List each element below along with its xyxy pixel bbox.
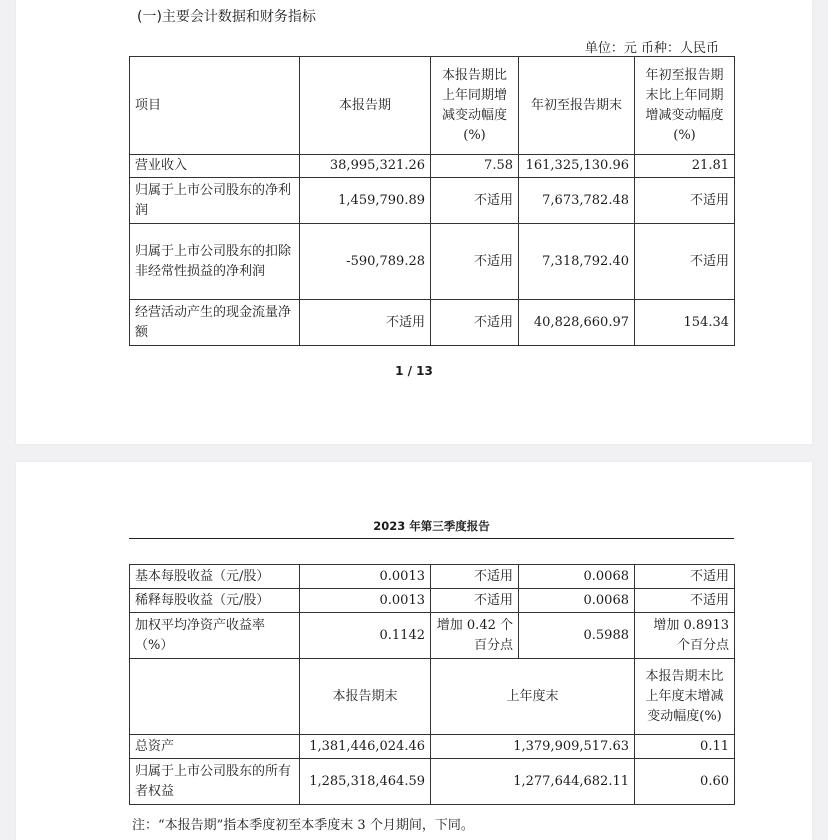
- row-current: 不适用: [300, 300, 431, 346]
- row-item: 归属于上市公司股东的所有者权益: [130, 759, 300, 805]
- row-current: 1,459,790.89: [300, 178, 431, 224]
- row-ytd: 7,318,792.40: [519, 224, 635, 300]
- balance-header-row: [130, 659, 735, 735]
- subheader-prior-year-end: 上年度末: [431, 659, 635, 735]
- table-row: [130, 565, 735, 589]
- table-row: [130, 178, 735, 224]
- row-ytd: 0.0068: [519, 565, 635, 589]
- report-header: 2023 年第三季度报告: [373, 519, 490, 533]
- subheader-item: [130, 659, 300, 735]
- header-current-period: 本报告期: [300, 57, 431, 155]
- row-current-change: 不适用: [431, 300, 519, 346]
- table-header-row: [130, 57, 735, 155]
- row-current-change: 增加 0.42 个百分点: [431, 613, 519, 659]
- row-ytd: 40,828,660.97: [519, 300, 635, 346]
- document-page-1: [16, 0, 812, 444]
- row-item: 归属于上市公司股东的净利润: [130, 178, 300, 224]
- row-ytd-change: 增加 0.8913 个百分点: [635, 613, 735, 659]
- table-row: [130, 759, 735, 805]
- row-current-change: 不适用: [431, 224, 519, 300]
- row-item: 稀释每股收益（元/股）: [130, 589, 300, 613]
- document-page-2: [16, 462, 812, 840]
- row-ytd: 0.0068: [519, 589, 635, 613]
- unit-currency-line: 单位：元 币种：人民币: [584, 41, 719, 56]
- footnote: 注：“本报告期”指本季度初至本季度末 3 个月期间，下同。: [132, 818, 474, 833]
- table-row: [130, 589, 735, 613]
- row-ytd: 7,673,782.48: [519, 178, 635, 224]
- row-current: 38,995,321.26: [300, 155, 431, 178]
- row-item: 加权平均净资产收益率（%）: [130, 613, 300, 659]
- table-row: [130, 224, 735, 300]
- per-share-and-balance-table: [129, 564, 735, 805]
- row-current-change: 不适用: [431, 178, 519, 224]
- table-row: [130, 613, 735, 659]
- row-item: 营业收入: [130, 155, 300, 178]
- row-ytd-change: 不适用: [635, 178, 735, 224]
- row-ytd-change: 不适用: [635, 589, 735, 613]
- page-number: 1 / 13: [395, 364, 433, 378]
- subheader-period-end: 本报告期末: [300, 659, 431, 735]
- header-divider: [129, 538, 734, 539]
- header-item: 项目: [130, 57, 300, 155]
- table-row: [130, 155, 735, 178]
- row-item: 归属于上市公司股东的扣除非经常性损益的净利润: [130, 224, 300, 300]
- row-ytd-change: 154.34: [635, 300, 735, 346]
- header-ytd: 年初至报告期末: [519, 57, 635, 155]
- row-item: 总资产: [130, 735, 300, 759]
- section-title: (一)主要会计数据和财务指标: [137, 9, 316, 25]
- row-ytd: 0.5988: [519, 613, 635, 659]
- row-current: 0.1142: [300, 613, 431, 659]
- table-row: [130, 300, 735, 346]
- row-change: 0.11: [635, 735, 735, 759]
- row-ytd-change: 21.81: [635, 155, 735, 178]
- row-ytd-change: 不适用: [635, 224, 735, 300]
- row-current-change: 7.58: [431, 155, 519, 178]
- row-change: 0.60: [635, 759, 735, 805]
- subheader-change: 本报告期末比上年度末增减变动幅度(%): [635, 659, 735, 735]
- row-current-change: 不适用: [431, 589, 519, 613]
- row-current-change: 不适用: [431, 565, 519, 589]
- key-financial-data-table: [129, 56, 735, 346]
- row-period-end: 1,381,446,024.46: [300, 735, 431, 759]
- row-prior-year-end: 1,379,909,517.63: [431, 735, 635, 759]
- row-ytd-change: 不适用: [635, 565, 735, 589]
- row-ytd: 161,325,130.96: [519, 155, 635, 178]
- row-current: 0.0013: [300, 565, 431, 589]
- row-current: 0.0013: [300, 589, 431, 613]
- header-ytd-change: 年初至报告期末比上年同期增减变动幅度(%): [635, 57, 735, 155]
- row-prior-year-end: 1,277,644,682.11: [431, 759, 635, 805]
- header-current-change: 本报告期比上年同期增减变动幅度(%): [431, 57, 519, 155]
- row-current: -590,789.28: [300, 224, 431, 300]
- table-row: [130, 735, 735, 759]
- row-item: 基本每股收益（元/股）: [130, 565, 300, 589]
- row-period-end: 1,285,318,464.59: [300, 759, 431, 805]
- row-item: 经营活动产生的现金流量净额: [130, 300, 300, 346]
